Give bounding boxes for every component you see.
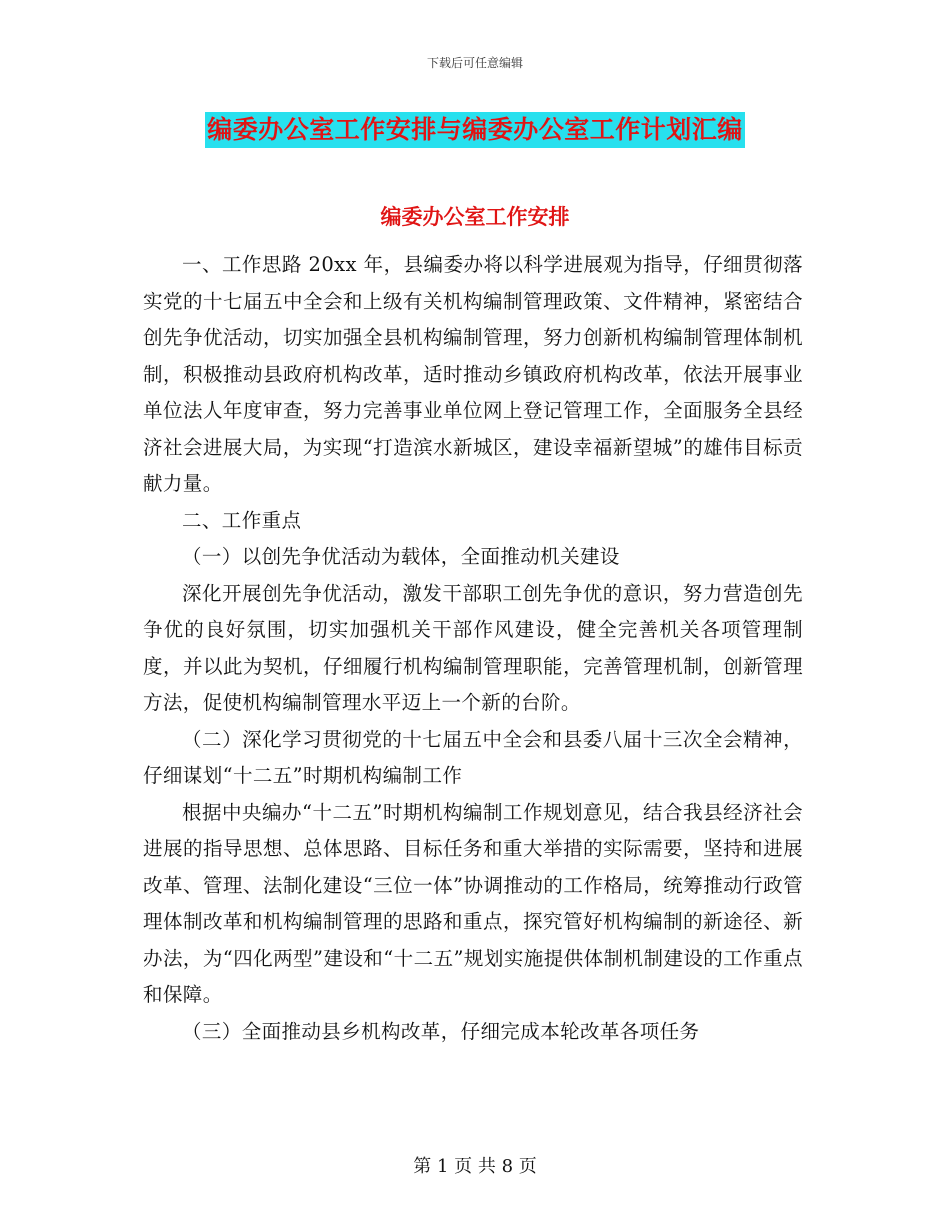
document-body — [143, 247, 803, 1050]
paragraph-body-2: 根据中央编办“十二五”时期机构编制工作规划意见，结合我县经济社会进展的指导思想、总体思路、目标任务和重大举措的实际需要，坚持和进展改革、管理、法制化建设“三位一体”协调推动的工作格局，统筹推动行政管理体制改革和机构编制管理的思路和重点，探究管好机构编制的新途径、新办法，为“四化两型”建设和“十二五”规划实施提供体制机制建设的工作重点和保障。 — [143, 800, 803, 1006]
page-footer: 第 1 页 共 8 页 — [413, 1156, 537, 1177]
main-title: 编委办公室工作安排与编委办公室工作计划汇编 — [205, 112, 745, 148]
paragraph-work-approach: 一、工作思路 20xx 年，县编委办将以科学进展观为指导，仔细贯彻落实党的十七届五中全会和上级有关机构编制管理政策、文件精神，紧密结合创先争优活动，切实加强全县机构编制管理，努力创新机构编制管理体制机制，积极推动县政府机构改革，适时推动乡镇政府机构改革，依法开展事业单位法人年度审查，努力完善事业单位网上登记管理工作，全面服务全县经济社会进展大局，为实现“打造滨水新城区，建设幸福新望城”的雄伟目标贡献力量。 — [143, 253, 803, 495]
paragraph-subheading-1: （一）以创先争优活动为载体，全面推动机关建设 — [182, 545, 620, 568]
paragraph-subheading-2: （二）深化学习贯彻党的十七届五中全会和县委八届十三次全会精神，仔细谋划“十二五”时期机构编制工作 — [143, 727, 803, 787]
section-title: 编委办公室工作安排 — [380, 204, 570, 229]
main-title-container — [0, 112, 950, 148]
paragraph-heading-priorities: 二、工作重点 — [182, 508, 302, 532]
header-note: 下载后可任意编辑 — [426, 56, 523, 70]
paragraph-body-1: 深化开展创先争优活动，激发干部职工创先争优的意识，努力营造创先争优的良好氛围，切实加强机关干部作风建设，健全完善机关各项管理制度，并以此为契机，仔细履行机构编制管理职能，完善管理机制，创新管理方法，促使机构编制管理水平迈上一个新的台阶。 — [143, 581, 803, 714]
paragraph-subheading-3: （三）全面推动县乡机构改革，仔细完成本轮改革各项任务 — [182, 1019, 700, 1043]
